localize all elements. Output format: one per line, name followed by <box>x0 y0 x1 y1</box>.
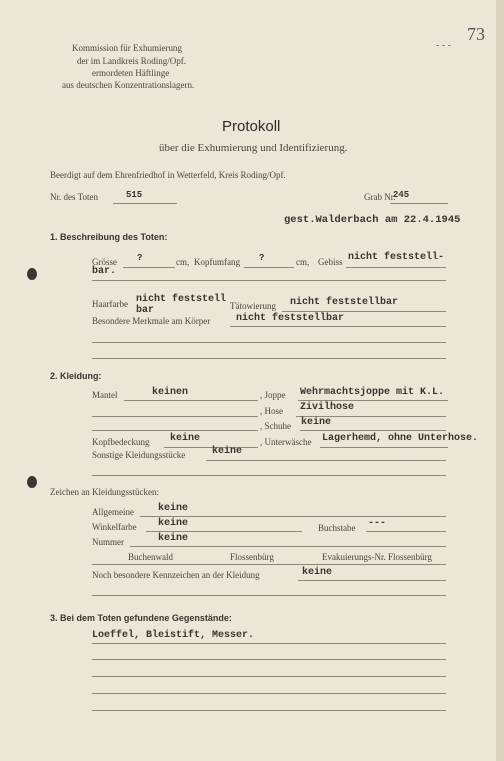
col-evakuierung: Evakuierungs-Nr. Flossenbürg <box>322 552 432 562</box>
kopfumfang-value: ? <box>259 253 265 263</box>
groesse-value: ? <box>137 253 143 263</box>
document-title: Protokoll <box>222 118 281 135</box>
merkmale-label: Besondere Merkmale am Körper <box>92 316 211 326</box>
header-line-4: aus deutschen Konzentrationslagern. <box>62 80 195 90</box>
section3-value: Loeffel, Bleistift, Messer. <box>92 630 255 641</box>
taetowierung-label: Tätowierung <box>230 301 276 311</box>
punch-hole-top <box>27 268 37 280</box>
allgemeine-label: Allgemeine <box>92 507 134 517</box>
haarfarbe-label: Haarfarbe <box>92 299 128 309</box>
nr-label: Nr. des Toten <box>50 192 98 202</box>
merkmale-value: nicht feststellbar <box>236 313 345 324</box>
page-number: 73 <box>467 24 485 44</box>
header-line-3: ermordeten Häftlinge <box>92 68 170 78</box>
buchstabe-label: Buchstabe <box>318 523 356 533</box>
noch-label: Noch besondere Kennzeichen an der Kleidung <box>92 570 260 580</box>
nummer-label: Nummer <box>92 537 124 547</box>
sonstige-value: keine <box>212 446 243 457</box>
section3-heading: 3. Bei dem Toten gefundene Gegenstände: <box>50 613 232 623</box>
header-line-1: Kommission für Exhumierung <box>72 43 182 53</box>
winkelfarbe-label: Winkelfarbe <box>92 522 137 532</box>
page-edge <box>496 0 504 761</box>
grab-value: 245 <box>393 190 410 200</box>
joppe-value: Wehrmachtsjoppe mit K.L. <box>300 387 445 398</box>
section2-heading: 2. Kleidung: <box>50 371 102 381</box>
hose-label: , Hose <box>260 406 283 416</box>
header-line-2: der im Landkreis Roding/Opf. <box>77 56 186 66</box>
section1-heading: 1. Beschreibung des Toten: <box>50 232 168 242</box>
unterwaesche-value: Lagerhemd, ohne Unterhose. <box>322 433 479 444</box>
sonstige-label: Sonstige Kleidungsstücke <box>92 450 186 460</box>
gebiss-value-1: nicht feststell- <box>348 252 445 263</box>
zeichen-heading: Zeichen an Kleidungsstücken: <box>50 487 159 497</box>
cm-label-2: cm, <box>296 257 310 267</box>
nummer-value: keine <box>158 533 189 544</box>
schuhe-value: keine <box>301 417 332 428</box>
unterwaesche-label: , Unterwäsche <box>260 437 312 447</box>
gebiss-value-2: bar. <box>92 266 117 277</box>
kopfbedeckung-value: keine <box>170 433 201 444</box>
mantel-label: Mantel <box>92 390 118 400</box>
kopfbedeckung-label: Kopfbedeckung <box>92 437 150 447</box>
page-dash: - - - <box>436 40 451 51</box>
groesse-label: Grösse <box>92 257 117 267</box>
kopfumfang-label: Kopfumfang <box>194 257 240 267</box>
death-note: gest.Walderbach am 22.4.1945 <box>284 214 461 226</box>
schuhe-label: , Schuhe <box>260 421 291 431</box>
burial-label: Beerdigt auf dem Ehrenfriedhof in Wetterfeld, Kreis Roding/Opf. <box>50 170 286 180</box>
gebiss-label: Gebiss <box>318 257 343 267</box>
mantel-value: keinen <box>152 387 189 398</box>
col-buchenwald: Buchenwald <box>128 552 173 562</box>
document-subtitle: über die Exhumierung und Identifizierung. <box>159 142 348 154</box>
noch-value: keine <box>302 567 333 578</box>
col-flossenbuerg: Flossenbürg <box>230 552 274 562</box>
allgemeine-value: keine <box>158 503 189 514</box>
nr-value: 515 <box>126 190 143 200</box>
joppe-label: , Joppe <box>260 390 286 400</box>
punch-hole-bottom <box>27 476 37 488</box>
hose-value: Zivilhose <box>300 402 355 413</box>
haarfarbe-value-2: bar <box>136 305 155 316</box>
haarfarbe-value-1: nicht feststell <box>136 294 227 305</box>
buchstabe-value: --- <box>368 518 387 529</box>
taetowierung-value: nicht feststellbar <box>290 297 399 308</box>
winkelfarbe-value: keine <box>158 518 189 529</box>
cm-label-1: cm, <box>176 257 190 267</box>
grab-label: Grab Nr. <box>364 192 396 202</box>
